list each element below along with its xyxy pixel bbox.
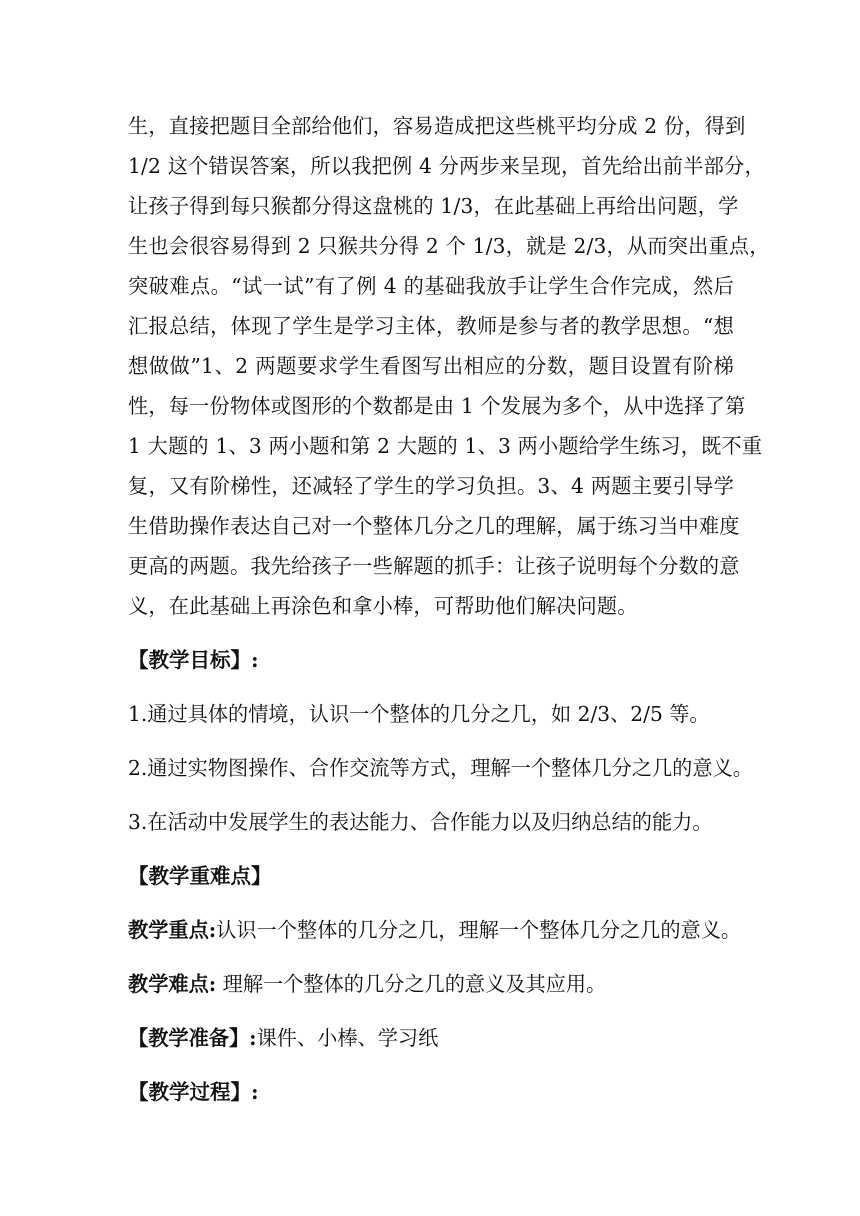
paragraph-line: 1 大题的 1、3 两小题和第 2 大题的 1、3 两小题给学生练习，既不重 (128, 434, 763, 458)
goal-item: 3.在活动中发展学生的表达能力、合作能力以及归纳总结的能力。 (128, 810, 713, 834)
reflection-paragraph (128, 0, 770, 626)
spacer (128, 734, 734, 748)
goal-item: 1.通过具体的情境，认识一个整体的几分之几，如 2/3、2/5 等。 (128, 702, 710, 726)
paragraph-line: 生也会很容易得到 2 只猴共分得 2 个 1/3，就是 2/3，从而突出重点， (128, 234, 770, 258)
prep-heading: 【教学准备】: (128, 1026, 257, 1050)
spacer (128, 842, 734, 856)
prep-line (128, 1018, 734, 1058)
paragraph-line: 让孩子得到每只猴都分得这盘桃的 1/3，在此基础上再给出问题，学 (128, 194, 739, 218)
paragraph-line: 1/2 这个错误答案，所以我把例 4 分两步来呈现，首先给出前半部分， (128, 154, 765, 178)
paragraph-line: 更高的两题。我先给孩子一些解题的抓手：让孩子说明每个分数的意 (128, 554, 740, 578)
spacer (128, 896, 734, 910)
difficulty-label: 教学难点: (128, 972, 217, 996)
paragraph-line: 性，每一份物体或图形的个数都是由 1 个发展为多个，从中选择了第 (128, 394, 746, 418)
spacer (128, 626, 734, 640)
spacer (128, 1058, 734, 1072)
document-page (128, 0, 770, 1112)
spacer (128, 1004, 734, 1018)
spacer (128, 680, 734, 694)
paragraph-line: 汇报总结，体现了学生是学习主体，教师是参与者的教学思想。“想 (128, 314, 734, 338)
paragraph-line: 想做做”1、2 两题要求学生看图写出相应的分数，题目设置有阶梯 (128, 354, 734, 378)
key-point-line (128, 910, 742, 950)
paragraph-line: 复，又有阶梯性，还减轻了学生的学习负担。3、4 两题主要引导学 (128, 474, 734, 498)
difficulty-line (128, 964, 734, 1004)
paragraph-line: 生，直接把题目全部给他们，容易造成把这些桃平均分成 2 份，得到 (128, 114, 746, 138)
spacer (128, 788, 734, 802)
difficulty-text: 理解一个整体的几分之几的意义及其应用。 (222, 972, 607, 996)
key-points-heading: 【教学重难点】 (128, 864, 272, 888)
prep-text: 课件、小棒、学习纸 (256, 1026, 439, 1050)
key-point-text: 认识一个整体的几分之几，理解一个整体几分之几的意义。 (216, 918, 742, 942)
key-point-label: 教学重点: (128, 918, 217, 942)
goals-heading: 【教学目标】: (128, 648, 259, 672)
spacer (128, 950, 734, 964)
paragraph-line: 义，在此基础上再涂色和拿小棒，可帮助他们解决问题。 (128, 594, 638, 618)
goal-item: 2.通过实物图操作、合作交流等方式，理解一个整体几分之几的意义。 (128, 756, 753, 780)
paragraph-line: 突破难点。“试一试”有了例 4 的基础我放手让学生合作完成，然后 (128, 274, 734, 298)
paragraph-line: 生借助操作表达自己对一个整体几分之几的理解，属于练习当中难度 (128, 514, 740, 538)
process-heading: 【教学过程】: (128, 1080, 259, 1104)
